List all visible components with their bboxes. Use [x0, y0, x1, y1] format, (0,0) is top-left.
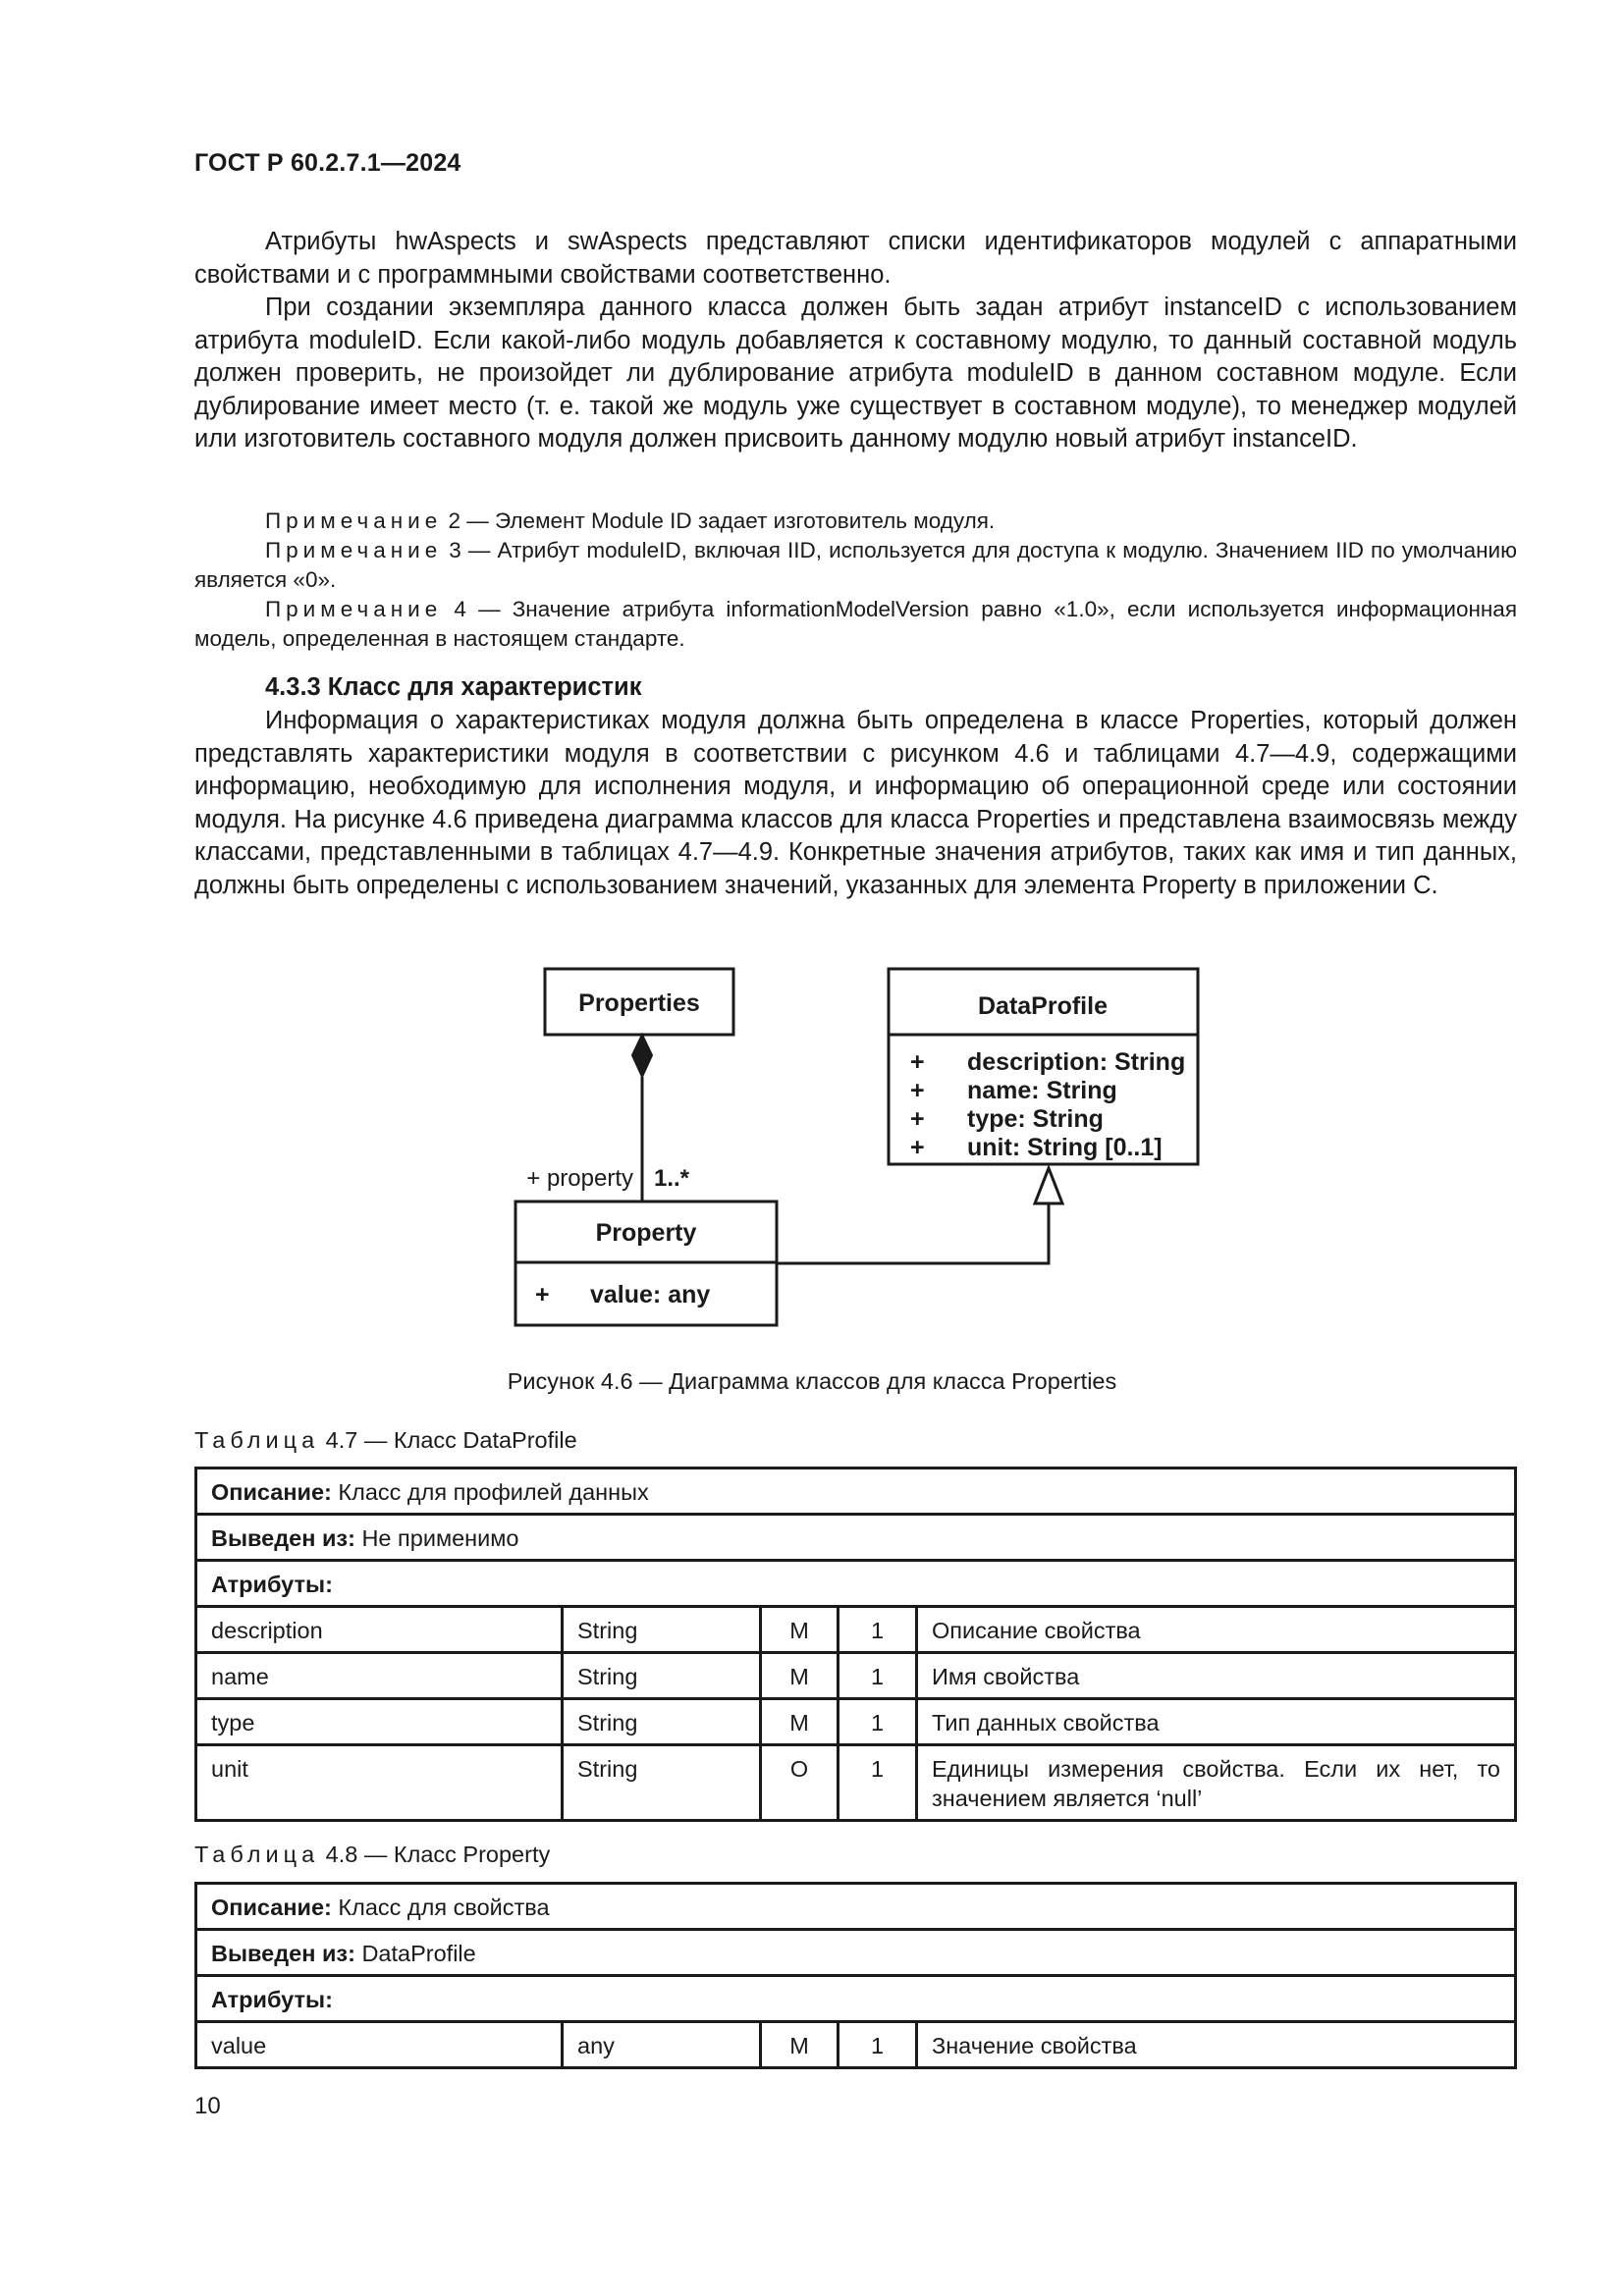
- table-caption: [194, 1427, 577, 1454]
- table-caption-label: Таблица: [194, 1427, 320, 1453]
- attr-mult-cell: 1: [839, 1699, 917, 1745]
- dataprofile-attr: unit: String [0..1]: [967, 1134, 1163, 1161]
- attr-name-cell: value: [196, 2022, 563, 2068]
- generalization-triangle-icon: [1035, 1168, 1062, 1203]
- table-cell: [196, 1930, 1516, 1976]
- table-cell: [196, 1884, 1516, 1930]
- attr-visibility: +: [910, 1105, 925, 1133]
- note-label: Примечание: [265, 538, 443, 562]
- dataprofile-attr: description: String: [967, 1048, 1186, 1076]
- derived-value: DataProfile: [354, 1941, 476, 1966]
- attr-visibility: +: [910, 1134, 925, 1161]
- attr-req-cell: M: [761, 1607, 839, 1653]
- attr-type-cell: String: [563, 1653, 761, 1699]
- attr-desc-cell: Имя свойства: [917, 1653, 1516, 1699]
- attr-desc-cell: Единицы измерения свойства. Если их нет, то значением является ‘null’: [917, 1745, 1516, 1821]
- dataprofile-class-name: DataProfile: [978, 992, 1108, 1020]
- note-text: 2 — Элемент Module ID задает изготовитель модуля.: [442, 508, 996, 533]
- attr-visibility: +: [910, 1048, 925, 1076]
- attr-req-cell: M: [761, 2022, 839, 2068]
- table-row: [196, 1468, 1516, 1515]
- attr-req-cell: O: [761, 1745, 839, 1821]
- property-table: [194, 1882, 1517, 2069]
- note-text: 4 — Значение атрибута informationModelVersion равно «1.0», если используется информационная модель, определенная в настоящем стандарте.: [194, 597, 1517, 651]
- attr-desc-cell: Значение свойства: [917, 2022, 1516, 2068]
- table-cell: [196, 1468, 1516, 1515]
- section-paragraph: Информация о характеристиках модуля должна быть определена в классе Properties, который должен представлять характеристики модуля в соответствии с рисунком 4.6 и таблицами 4.7—4.9, содержащими информацию, необходимую для исполнения модуля, и информацию об операционной среде или состоянии модуля. На рисунке 4.6 приведена диаграмма классов для класса Properties и представлена взаимосвязь между классами, представленными в таблицах 4.7—4.9. Конкретные значения атрибутов, таких как имя и тип данных, должны быть определены с использованием значений, указанных для элемента Property в приложении C.: [194, 707, 1517, 899]
- attrs-label: Атрибуты:: [211, 1987, 333, 2012]
- property-attr: value: any: [590, 1281, 711, 1308]
- table-row: [196, 1607, 1516, 1653]
- attr-desc-cell: Описание свойства: [917, 1607, 1516, 1653]
- paragraph: Атрибуты hwAspects и swAspects представляют списки идентификаторов модулей с аппаратными свойствами и с программными свойствами соответственно.: [194, 228, 1517, 289]
- table-row: [196, 1745, 1516, 1821]
- attr-req-cell: M: [761, 1653, 839, 1699]
- figure-caption: Рисунок 4.6 — Диаграмма классов для класса Properties: [507, 1368, 1117, 1394]
- section-title: 4.3.3 Класс для характеристик: [265, 673, 642, 701]
- derived-label: Выведен из:: [211, 1941, 355, 1966]
- dataprofile-attr: type: String: [967, 1105, 1104, 1133]
- table-row: [196, 1653, 1516, 1699]
- table-row: [196, 1699, 1516, 1745]
- attr-name-cell: type: [196, 1699, 563, 1745]
- table-row: [196, 2022, 1516, 2068]
- attr-type-cell: String: [563, 1699, 761, 1745]
- attr-req-cell: M: [761, 1699, 839, 1745]
- table-row: [196, 1976, 1516, 2022]
- attr-name-cell: description: [196, 1607, 563, 1653]
- attr-name-cell: name: [196, 1653, 563, 1699]
- attr-name-cell: unit: [196, 1745, 563, 1821]
- dataprofile-attr: name: String: [967, 1077, 1117, 1104]
- table-caption-text: 4.8 — Класс Property: [319, 1842, 551, 1867]
- role-label: + property: [526, 1165, 633, 1192]
- document-header: ГОСТ Р 60.2.7.1—2024: [194, 149, 461, 177]
- desc-label: Описание:: [211, 1479, 332, 1505]
- attr-type-cell: String: [563, 1607, 761, 1653]
- attr-type-cell: String: [563, 1745, 761, 1821]
- desc-value: Класс для свойства: [331, 1895, 550, 1920]
- table-row: [196, 1515, 1516, 1561]
- table-caption-text: 4.7 — Класс DataProfile: [319, 1427, 577, 1453]
- generalization-line: [777, 1203, 1049, 1263]
- attr-type-cell: any: [563, 2022, 761, 2068]
- multiplicity-label: 1..*: [654, 1165, 690, 1192]
- note-text: 3 — Атрибут moduleID, включая IID, используется для доступа к модулю. Значением IID по умолчанию является «0».: [194, 538, 1517, 592]
- desc-value: Класс для профилей данных: [331, 1479, 649, 1505]
- dataprofile-table: [194, 1467, 1517, 1822]
- attr-mult-cell: 1: [839, 2022, 917, 2068]
- table-row: [196, 1930, 1516, 1976]
- attr-mult-cell: 1: [839, 1607, 917, 1653]
- table-cell: [196, 1515, 1516, 1561]
- note-label: Примечание: [265, 597, 443, 621]
- attrs-label: Атрибуты:: [211, 1572, 333, 1597]
- table-row: [196, 1561, 1516, 1607]
- desc-label: Описание:: [211, 1895, 332, 1920]
- table-cell: [196, 1976, 1516, 2022]
- paragraph: При создании экземпляра данного класса должен быть задан атрибут instanceID с использованием атрибута moduleID. Если какой-либо модуль добавляется к составному модулю, то данный составной модуль должен проверить, не произойдет ли дублирование атрибута moduleID в данном составном модуле. Если дублирование имеет место (т. е. такой же модуль уже существует в составном модуле), то менеджер модулей или изготовитель составного модуля должен присвоить данному модулю новый атрибут instanceID.: [194, 294, 1517, 453]
- attr-visibility: +: [910, 1077, 925, 1104]
- properties-class-name: Properties: [578, 989, 700, 1017]
- table-caption: [194, 1842, 550, 1868]
- attr-mult-cell: 1: [839, 1653, 917, 1699]
- note-label: Примечание: [265, 508, 443, 533]
- derived-value: Не применимо: [354, 1525, 519, 1551]
- property-class-name: Property: [595, 1219, 697, 1247]
- attr-mult-cell: 1: [839, 1745, 917, 1821]
- table-cell: [196, 1561, 1516, 1607]
- table-row: [196, 1884, 1516, 1930]
- table-caption-label: Таблица: [194, 1842, 320, 1867]
- attr-visibility: +: [535, 1281, 550, 1308]
- composition-diamond-icon: [632, 1035, 652, 1077]
- derived-label: Выведен из:: [211, 1525, 355, 1551]
- page-number: 10: [194, 2093, 221, 2119]
- attr-desc-cell: Тип данных свойства: [917, 1699, 1516, 1745]
